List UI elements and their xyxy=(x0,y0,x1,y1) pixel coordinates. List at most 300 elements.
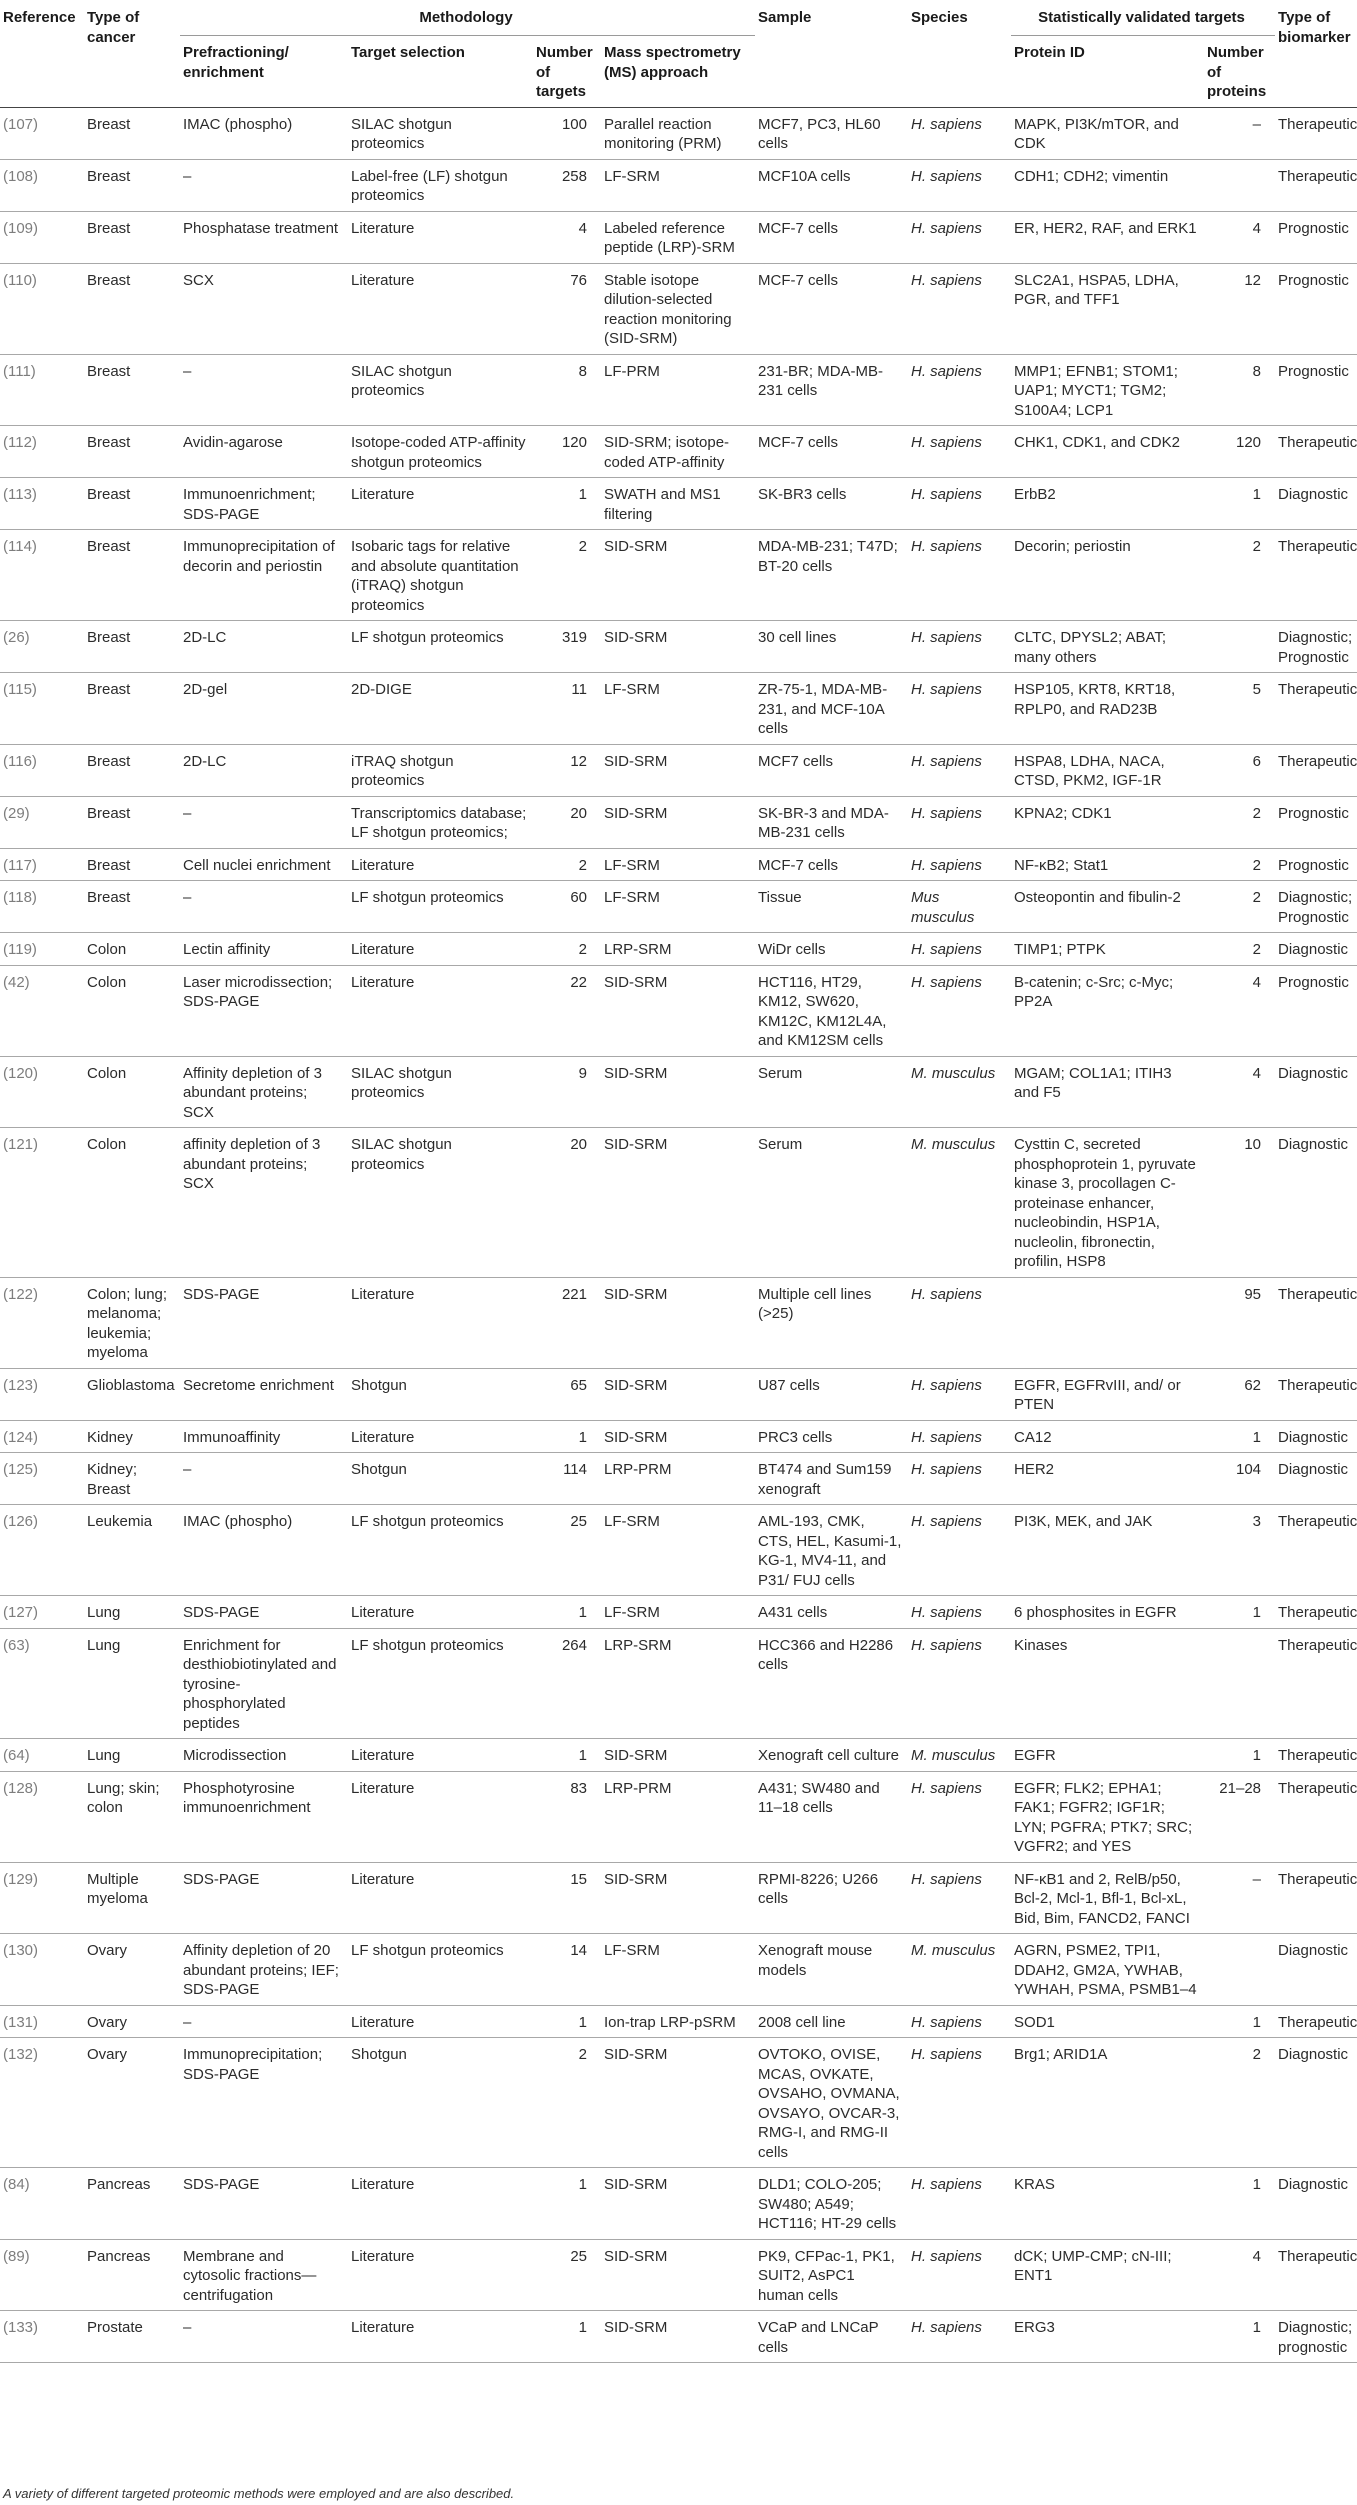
cell-reference[interactable]: (119) xyxy=(0,933,84,966)
table-row xyxy=(0,478,1357,530)
cell-ms-approach: SID-SRM xyxy=(601,2239,755,2311)
cell-protein-id: CDH1; CDH2; vimentin xyxy=(1011,159,1204,211)
cell-protein-id: ErbB2 xyxy=(1011,478,1204,530)
cell-prefractioning: – xyxy=(180,881,348,933)
cell-cancer-type: Ovary xyxy=(84,2038,180,2168)
cell-number-of-targets: 11 xyxy=(533,673,601,745)
table-row xyxy=(0,621,1357,673)
cell-prefractioning: – xyxy=(180,2311,348,2363)
cell-prefractioning: SDS-PAGE xyxy=(180,1862,348,1934)
cell-number-of-proteins: – xyxy=(1204,107,1275,159)
cell-cancer-type: Lung xyxy=(84,1739,180,1772)
cell-cancer-type: Colon xyxy=(84,933,180,966)
cell-ms-approach: SID-SRM xyxy=(601,530,755,621)
cell-biomarker-type: Diagnostic xyxy=(1275,2038,1357,2168)
cell-biomarker-type: Therapeutic xyxy=(1275,1771,1357,1862)
table-row xyxy=(0,530,1357,621)
cell-number-of-proteins: 120 xyxy=(1204,426,1275,478)
cell-protein-id: NF-κB1 and 2, RelB/p50, Bcl-2, Mcl-1, Bfl-1, Bcl-xL, Bid, Bim, FANCD2, FANCI xyxy=(1011,1862,1204,1934)
cell-protein-id: EGFR, EGFRvIII, and/ or PTEN xyxy=(1011,1368,1204,1420)
cell-biomarker-type: Therapeutic xyxy=(1275,1628,1357,1739)
cell-species: H. sapiens xyxy=(908,159,1011,211)
header-prefractioning: Prefractioning/ enrichment xyxy=(180,36,348,108)
cell-protein-id: NF-κB2; Stat1 xyxy=(1011,848,1204,881)
header-reference: Reference xyxy=(0,0,84,107)
cell-number-of-targets: 25 xyxy=(533,2239,601,2311)
cell-number-of-proteins: 10 xyxy=(1204,1128,1275,1278)
cell-number-of-targets: 1 xyxy=(533,2311,601,2363)
cell-species: H. sapiens xyxy=(908,426,1011,478)
cell-target-selection: iTRAQ shotgun proteomics xyxy=(348,744,533,796)
cell-protein-id: Cysttin C, secreted phosphoprotein 1, pyruvate kinase 3, procollagen C-proteinase enhancer, nucleobindin, HSP1A, nucleolin, fibronectin, profilin, HSP8 xyxy=(1011,1128,1204,1278)
cell-ms-approach: Ion-trap LRP-pSRM xyxy=(601,2005,755,2038)
cell-sample: HCT116, HT29, KM12, SW620, KM12C, KM12L4A, and KM12SM cells xyxy=(755,965,908,1056)
cell-target-selection: SILAC shotgun proteomics xyxy=(348,354,533,426)
table-row xyxy=(0,1420,1357,1453)
cell-sample: ZR-75-1, MDA-MB-231, and MCF-10A cells xyxy=(755,673,908,745)
cell-species: H. sapiens xyxy=(908,744,1011,796)
cell-species: Mus musculus xyxy=(908,881,1011,933)
cell-protein-id: Kinases xyxy=(1011,1628,1204,1739)
cell-reference[interactable]: (133) xyxy=(0,2311,84,2363)
cell-number-of-targets: 9 xyxy=(533,1056,601,1128)
cell-cancer-type: Colon xyxy=(84,965,180,1056)
table-row xyxy=(0,1505,1357,1596)
cell-number-of-targets: 60 xyxy=(533,881,601,933)
table-row xyxy=(0,2311,1357,2363)
cell-ms-approach: SID-SRM xyxy=(601,744,755,796)
cell-number-of-proteins: 1 xyxy=(1204,2005,1275,2038)
cell-ms-approach: SID-SRM; isotope-coded ATP-affinity xyxy=(601,426,755,478)
cell-number-of-targets: 319 xyxy=(533,621,601,673)
cell-reference[interactable]: (29) xyxy=(0,796,84,848)
cell-reference[interactable]: (84) xyxy=(0,2168,84,2240)
cell-reference[interactable]: (114) xyxy=(0,530,84,621)
cell-number-of-proteins: 1 xyxy=(1204,2311,1275,2363)
cell-number-of-targets: 1 xyxy=(533,1596,601,1629)
cell-prefractioning: – xyxy=(180,1453,348,1505)
cell-reference[interactable]: (120) xyxy=(0,1056,84,1128)
cell-ms-approach: SID-SRM xyxy=(601,1056,755,1128)
cell-prefractioning: Immunoprecipitation; SDS-PAGE xyxy=(180,2038,348,2168)
cell-number-of-proteins: 104 xyxy=(1204,1453,1275,1505)
cell-reference[interactable]: (111) xyxy=(0,354,84,426)
cell-target-selection: Transcriptomics database; LF shotgun proteomics; xyxy=(348,796,533,848)
cell-sample: SK-BR3 cells xyxy=(755,478,908,530)
cell-reference[interactable]: (129) xyxy=(0,1862,84,1934)
cell-protein-id: dCK; UMP-CMP; cN-III; ENT1 xyxy=(1011,2239,1204,2311)
cell-number-of-targets: 14 xyxy=(533,1934,601,2006)
cell-prefractioning: Affinity depletion of 20 abundant proteins; IEF; SDS-PAGE xyxy=(180,1934,348,2006)
cell-ms-approach: SWATH and MS1 filtering xyxy=(601,478,755,530)
table-footnote: A variety of different targeted proteomic methods were employed and are also described. xyxy=(3,2486,515,2501)
cell-number-of-proteins: 1 xyxy=(1204,478,1275,530)
cell-protein-id: CLTC, DPYSL2; ABAT; many others xyxy=(1011,621,1204,673)
cell-ms-approach: SID-SRM xyxy=(601,621,755,673)
cell-ms-approach: SID-SRM xyxy=(601,965,755,1056)
cell-number-of-proteins xyxy=(1204,159,1275,211)
cell-biomarker-type: Prognostic xyxy=(1275,848,1357,881)
cell-biomarker-type: Prognostic xyxy=(1275,211,1357,263)
cell-number-of-targets: 1 xyxy=(533,1420,601,1453)
cell-protein-id: MAPK, PI3K/mTOR, and CDK xyxy=(1011,107,1204,159)
cell-number-of-targets: 2 xyxy=(533,848,601,881)
cell-prefractioning: Immunoprecipitation of decorin and periostin xyxy=(180,530,348,621)
cell-target-selection: Literature xyxy=(348,263,533,354)
cell-sample: U87 cells xyxy=(755,1368,908,1420)
cell-cancer-type: Colon; lung; melanoma; leukemia; myeloma xyxy=(84,1277,180,1368)
cell-biomarker-type: Diagnostic xyxy=(1275,2168,1357,2240)
cell-target-selection: Label-free (LF) shotgun proteomics xyxy=(348,159,533,211)
cell-biomarker-type: Diagnostic xyxy=(1275,1420,1357,1453)
cell-sample: MDA-MB-231; T47D; BT-20 cells xyxy=(755,530,908,621)
cell-species: M. musculus xyxy=(908,1128,1011,1278)
cell-sample: PRC3 cells xyxy=(755,1420,908,1453)
cell-reference[interactable]: (126) xyxy=(0,1505,84,1596)
cell-number-of-proteins: 2 xyxy=(1204,848,1275,881)
cell-target-selection: Literature xyxy=(348,965,533,1056)
cell-ms-approach: Stable isotope dilution-selected reaction monitoring (SID-SRM) xyxy=(601,263,755,354)
cell-number-of-proteins: 2 xyxy=(1204,933,1275,966)
cell-target-selection: Literature xyxy=(348,1420,533,1453)
cell-cancer-type: Breast xyxy=(84,744,180,796)
table-row xyxy=(0,2168,1357,2240)
cell-target-selection: Shotgun xyxy=(348,2038,533,2168)
header-ms-approach: Mass spectrometry (MS) approach xyxy=(601,36,755,108)
cell-prefractioning: – xyxy=(180,159,348,211)
cell-reference[interactable]: (127) xyxy=(0,1596,84,1629)
cell-target-selection: LF shotgun proteomics xyxy=(348,621,533,673)
cell-number-of-targets: 12 xyxy=(533,744,601,796)
cell-cancer-type: Multiple myeloma xyxy=(84,1862,180,1934)
cell-reference[interactable]: (124) xyxy=(0,1420,84,1453)
cell-cancer-type: Breast xyxy=(84,530,180,621)
cell-prefractioning: IMAC (phospho) xyxy=(180,1505,348,1596)
cell-cancer-type: Breast xyxy=(84,621,180,673)
cell-biomarker-type: Therapeutic xyxy=(1275,2239,1357,2311)
cell-protein-id: KPNA2; CDK1 xyxy=(1011,796,1204,848)
cell-biomarker-type: Therapeutic xyxy=(1275,1368,1357,1420)
cell-species: H. sapiens xyxy=(908,1771,1011,1862)
cell-biomarker-type: Diagnostic xyxy=(1275,1453,1357,1505)
cell-sample: MCF-7 cells xyxy=(755,426,908,478)
cell-prefractioning: 2D-LC xyxy=(180,744,348,796)
cell-protein-id: EGFR; FLK2; EPHA1; FAK1; FGFR2; IGF1R; LYN; PGFRA; PTK7; SRC; VGFR2; and YES xyxy=(1011,1771,1204,1862)
table-row xyxy=(0,796,1357,848)
cell-reference[interactable]: (123) xyxy=(0,1368,84,1420)
cell-sample: 231-BR; MDA-MB-231 cells xyxy=(755,354,908,426)
cell-number-of-proteins: 1 xyxy=(1204,1739,1275,1772)
cell-reference[interactable]: (132) xyxy=(0,2038,84,2168)
cell-reference[interactable]: (64) xyxy=(0,1739,84,1772)
cell-number-of-targets: 100 xyxy=(533,107,601,159)
cell-species: H. sapiens xyxy=(908,1596,1011,1629)
cell-sample: AML-193, CMK, CTS, HEL, Kasumi-1, KG-1, MV4-11, and P31/ FUJ cells xyxy=(755,1505,908,1596)
cell-sample: 2008 cell line xyxy=(755,2005,908,2038)
cell-ms-approach: SID-SRM xyxy=(601,1420,755,1453)
cell-cancer-type: Ovary xyxy=(84,1934,180,2006)
cell-prefractioning: Cell nuclei enrichment xyxy=(180,848,348,881)
header-row-1 xyxy=(0,0,1357,36)
cell-sample: Xenograft cell culture xyxy=(755,1739,908,1772)
table-row xyxy=(0,1453,1357,1505)
cell-biomarker-type: Diagnostic; Prognostic xyxy=(1275,881,1357,933)
table-row xyxy=(0,2038,1357,2168)
cell-cancer-type: Breast xyxy=(84,881,180,933)
cell-prefractioning: Secretome enrichment xyxy=(180,1368,348,1420)
cell-sample: MCF-7 cells xyxy=(755,848,908,881)
cell-cancer-type: Breast xyxy=(84,478,180,530)
cell-ms-approach: LF-SRM xyxy=(601,848,755,881)
cell-reference[interactable]: (128) xyxy=(0,1771,84,1862)
cell-reference[interactable]: (107) xyxy=(0,107,84,159)
cell-reference[interactable]: (122) xyxy=(0,1277,84,1368)
cell-ms-approach: LF-SRM xyxy=(601,1505,755,1596)
cell-species: H. sapiens xyxy=(908,673,1011,745)
cell-cancer-type: Leukemia xyxy=(84,1505,180,1596)
cell-reference[interactable]: (26) xyxy=(0,621,84,673)
cell-reference[interactable]: (63) xyxy=(0,1628,84,1739)
cell-number-of-proteins: 4 xyxy=(1204,1056,1275,1128)
cell-sample: OVTOKO, OVISE, MCAS, OVKATE, OVSAHO, OVMANA, OVSAYO, OVCAR-3, RMG-I, and RMG-II cells xyxy=(755,2038,908,2168)
cell-reference[interactable]: (112) xyxy=(0,426,84,478)
cell-biomarker-type: Prognostic xyxy=(1275,965,1357,1056)
table-row xyxy=(0,1771,1357,1862)
cell-number-of-proteins xyxy=(1204,1934,1275,2006)
cell-ms-approach: LRP-SRM xyxy=(601,933,755,966)
cell-reference[interactable]: (42) xyxy=(0,965,84,1056)
table-row xyxy=(0,881,1357,933)
table-row xyxy=(0,933,1357,966)
cell-target-selection: Literature xyxy=(348,1739,533,1772)
cell-number-of-targets: 2 xyxy=(533,933,601,966)
cell-number-of-targets: 221 xyxy=(533,1277,601,1368)
cell-biomarker-type: Prognostic xyxy=(1275,796,1357,848)
cell-number-of-targets: 76 xyxy=(533,263,601,354)
cell-number-of-targets: 1 xyxy=(533,478,601,530)
cell-reference[interactable]: (115) xyxy=(0,673,84,745)
cell-protein-id: HER2 xyxy=(1011,1453,1204,1505)
cell-target-selection: Literature xyxy=(348,1596,533,1629)
cell-ms-approach: SID-SRM xyxy=(601,2038,755,2168)
cell-species: H. sapiens xyxy=(908,2311,1011,2363)
cell-biomarker-type: Diagnostic xyxy=(1275,933,1357,966)
cell-reference[interactable]: (125) xyxy=(0,1453,84,1505)
cell-species: H. sapiens xyxy=(908,354,1011,426)
header-methodology: Methodology xyxy=(180,0,755,36)
table-row xyxy=(0,354,1357,426)
cell-sample: MCF7, PC3, HL60 cells xyxy=(755,107,908,159)
cell-number-of-proteins: 21–28 xyxy=(1204,1771,1275,1862)
cell-number-of-proteins: 62 xyxy=(1204,1368,1275,1420)
cell-target-selection: Literature xyxy=(348,2311,533,2363)
cell-number-of-proteins: – xyxy=(1204,1862,1275,1934)
cell-target-selection: Isotope-coded ATP-affinity shotgun proteomics xyxy=(348,426,533,478)
cell-sample: 30 cell lines xyxy=(755,621,908,673)
cell-prefractioning: affinity depletion of 3 abundant proteins; SCX xyxy=(180,1128,348,1278)
cell-sample: VCaP and LNCaP cells xyxy=(755,2311,908,2363)
table-row xyxy=(0,1056,1357,1128)
cell-number-of-proteins: 1 xyxy=(1204,2168,1275,2240)
cell-prefractioning: Enrichment for desthiobiotinylated and tyrosine-phosphorylated peptides xyxy=(180,1628,348,1739)
cell-protein-id: CA12 xyxy=(1011,1420,1204,1453)
cell-protein-id: CHK1, CDK1, and CDK2 xyxy=(1011,426,1204,478)
cell-target-selection: LF shotgun proteomics xyxy=(348,881,533,933)
cell-prefractioning: Membrane and cytosolic fractions—centrifugation xyxy=(180,2239,348,2311)
cell-biomarker-type: Therapeutic xyxy=(1275,1277,1357,1368)
cell-cancer-type: Colon xyxy=(84,1056,180,1128)
cell-species: H. sapiens xyxy=(908,933,1011,966)
cell-target-selection: SILAC shotgun proteomics xyxy=(348,1056,533,1128)
cell-cancer-type: Lung xyxy=(84,1628,180,1739)
cell-target-selection: Shotgun xyxy=(348,1453,533,1505)
cell-species: H. sapiens xyxy=(908,1368,1011,1420)
cell-number-of-targets: 264 xyxy=(533,1628,601,1739)
cell-target-selection: Shotgun xyxy=(348,1368,533,1420)
cell-prefractioning: SDS-PAGE xyxy=(180,1277,348,1368)
cell-ms-approach: LF-SRM xyxy=(601,673,755,745)
cell-sample: A431 cells xyxy=(755,1596,908,1629)
cell-number-of-proteins: 4 xyxy=(1204,211,1275,263)
cell-prefractioning: Immunoenrichment; SDS-PAGE xyxy=(180,478,348,530)
cell-protein-id: HSP105, KRT8, KRT18, RPLP0, and RAD23B xyxy=(1011,673,1204,745)
cell-species: H. sapiens xyxy=(908,2239,1011,2311)
cell-cancer-type: Breast xyxy=(84,354,180,426)
cell-sample: A431; SW480 and 11–18 cells xyxy=(755,1771,908,1862)
cell-species: H. sapiens xyxy=(908,478,1011,530)
cell-reference[interactable]: (118) xyxy=(0,881,84,933)
cell-ms-approach: Parallel reaction monitoring (PRM) xyxy=(601,107,755,159)
table-row xyxy=(0,211,1357,263)
cell-protein-id: Osteopontin and fibulin-2 xyxy=(1011,881,1204,933)
cell-species: H. sapiens xyxy=(908,107,1011,159)
cell-reference[interactable]: (130) xyxy=(0,1934,84,2006)
cell-reference[interactable]: (117) xyxy=(0,848,84,881)
header-validated-targets: Statistically validated targets xyxy=(1011,0,1275,36)
cell-number-of-targets: 8 xyxy=(533,354,601,426)
cell-protein-id: B-catenin; c-Src; c-Myc; PP2A xyxy=(1011,965,1204,1056)
cell-target-selection: Literature xyxy=(348,1771,533,1862)
cell-cancer-type: Kidney xyxy=(84,1420,180,1453)
cell-number-of-proteins: 2 xyxy=(1204,2038,1275,2168)
cell-species: H. sapiens xyxy=(908,848,1011,881)
table-row xyxy=(0,673,1357,745)
cell-target-selection: Isobaric tags for relative and absolute quantitation (iTRAQ) shotgun proteomics xyxy=(348,530,533,621)
cell-prefractioning: Avidin-agarose xyxy=(180,426,348,478)
table-row xyxy=(0,965,1357,1056)
cell-number-of-targets: 120 xyxy=(533,426,601,478)
header-target-selection: Target selection xyxy=(348,36,533,108)
cell-number-of-targets: 25 xyxy=(533,1505,601,1596)
table-row xyxy=(0,744,1357,796)
cell-cancer-type: Lung; skin; colon xyxy=(84,1771,180,1862)
cell-number-of-targets: 1 xyxy=(533,1739,601,1772)
cell-sample: MCF-7 cells xyxy=(755,263,908,354)
cell-number-of-targets: 2 xyxy=(533,530,601,621)
cell-biomarker-type: Therapeutic xyxy=(1275,107,1357,159)
cell-cancer-type: Pancreas xyxy=(84,2239,180,2311)
cell-reference[interactable]: (113) xyxy=(0,478,84,530)
cell-number-of-proteins: 3 xyxy=(1204,1505,1275,1596)
cell-sample: MCF-7 cells xyxy=(755,211,908,263)
cell-biomarker-type: Therapeutic xyxy=(1275,1596,1357,1629)
header-protein-id: Protein ID xyxy=(1011,36,1204,108)
cell-reference[interactable]: (108) xyxy=(0,159,84,211)
cell-prefractioning: – xyxy=(180,796,348,848)
cell-number-of-proteins: 1 xyxy=(1204,1596,1275,1629)
table-row xyxy=(0,1277,1357,1368)
cell-target-selection: Literature xyxy=(348,2239,533,2311)
cell-number-of-targets: 65 xyxy=(533,1368,601,1420)
cell-number-of-targets: 4 xyxy=(533,211,601,263)
cell-species: H. sapiens xyxy=(908,530,1011,621)
cell-protein-id: 6 phosphosites in EGFR xyxy=(1011,1596,1204,1629)
cell-protein-id: SOD1 xyxy=(1011,2005,1204,2038)
cell-prefractioning: Lectin affinity xyxy=(180,933,348,966)
cell-reference[interactable]: (116) xyxy=(0,744,84,796)
cell-biomarker-type: Therapeutic xyxy=(1275,1505,1357,1596)
table-row xyxy=(0,1934,1357,2006)
cell-biomarker-type: Therapeutic xyxy=(1275,744,1357,796)
table-row xyxy=(0,1628,1357,1739)
table-row xyxy=(0,426,1357,478)
cell-ms-approach: SID-SRM xyxy=(601,1128,755,1278)
cell-reference[interactable]: (89) xyxy=(0,2239,84,2311)
cell-number-of-proteins: 2 xyxy=(1204,881,1275,933)
cell-reference[interactable]: (131) xyxy=(0,2005,84,2038)
cell-number-of-targets: 258 xyxy=(533,159,601,211)
cell-cancer-type: Prostate xyxy=(84,2311,180,2363)
cell-number-of-proteins: 1 xyxy=(1204,1420,1275,1453)
cell-ms-approach: SID-SRM xyxy=(601,2168,755,2240)
cell-reference[interactable]: (109) xyxy=(0,211,84,263)
cell-prefractioning: Microdissection xyxy=(180,1739,348,1772)
cell-number-of-targets: 2 xyxy=(533,2038,601,2168)
cell-protein-id: Brg1; ARID1A xyxy=(1011,2038,1204,2168)
cell-prefractioning: Phosphatase treatment xyxy=(180,211,348,263)
header-cancer-type: Type of cancer xyxy=(84,0,180,107)
cell-species: H. sapiens xyxy=(908,1277,1011,1368)
cell-sample: Serum xyxy=(755,1056,908,1128)
cell-species: H. sapiens xyxy=(908,211,1011,263)
cell-number-of-proteins xyxy=(1204,621,1275,673)
cell-cancer-type: Breast xyxy=(84,159,180,211)
cell-ms-approach: LRP-PRM xyxy=(601,1453,755,1505)
cell-reference[interactable]: (110) xyxy=(0,263,84,354)
cell-biomarker-type: Diagnostic xyxy=(1275,478,1357,530)
cell-target-selection: Literature xyxy=(348,1862,533,1934)
cell-protein-id: Decorin; periostin xyxy=(1011,530,1204,621)
cell-prefractioning: SDS-PAGE xyxy=(180,1596,348,1629)
cell-ms-approach: LRP-SRM xyxy=(601,1628,755,1739)
cell-biomarker-type: Therapeutic xyxy=(1275,159,1357,211)
cell-sample: PK9, CFPac-1, PK1, SUIT2, AsPC1 human cells xyxy=(755,2239,908,2311)
cell-ms-approach: SID-SRM xyxy=(601,796,755,848)
header-species: Species xyxy=(908,0,1011,107)
cell-biomarker-type: Therapeutic xyxy=(1275,1862,1357,1934)
cell-prefractioning: Laser microdissection; SDS-PAGE xyxy=(180,965,348,1056)
header-number-of-targets: Number of targets xyxy=(533,36,601,108)
cell-ms-approach: LRP-PRM xyxy=(601,1771,755,1862)
cell-number-of-targets: 22 xyxy=(533,965,601,1056)
header-row-2 xyxy=(0,36,1357,108)
cell-number-of-proteins: 6 xyxy=(1204,744,1275,796)
cell-ms-approach: LF-PRM xyxy=(601,354,755,426)
cell-ms-approach: SID-SRM xyxy=(601,1277,755,1368)
cell-biomarker-type: Therapeutic xyxy=(1275,530,1357,621)
cell-number-of-targets: 114 xyxy=(533,1453,601,1505)
cell-reference[interactable]: (121) xyxy=(0,1128,84,1278)
